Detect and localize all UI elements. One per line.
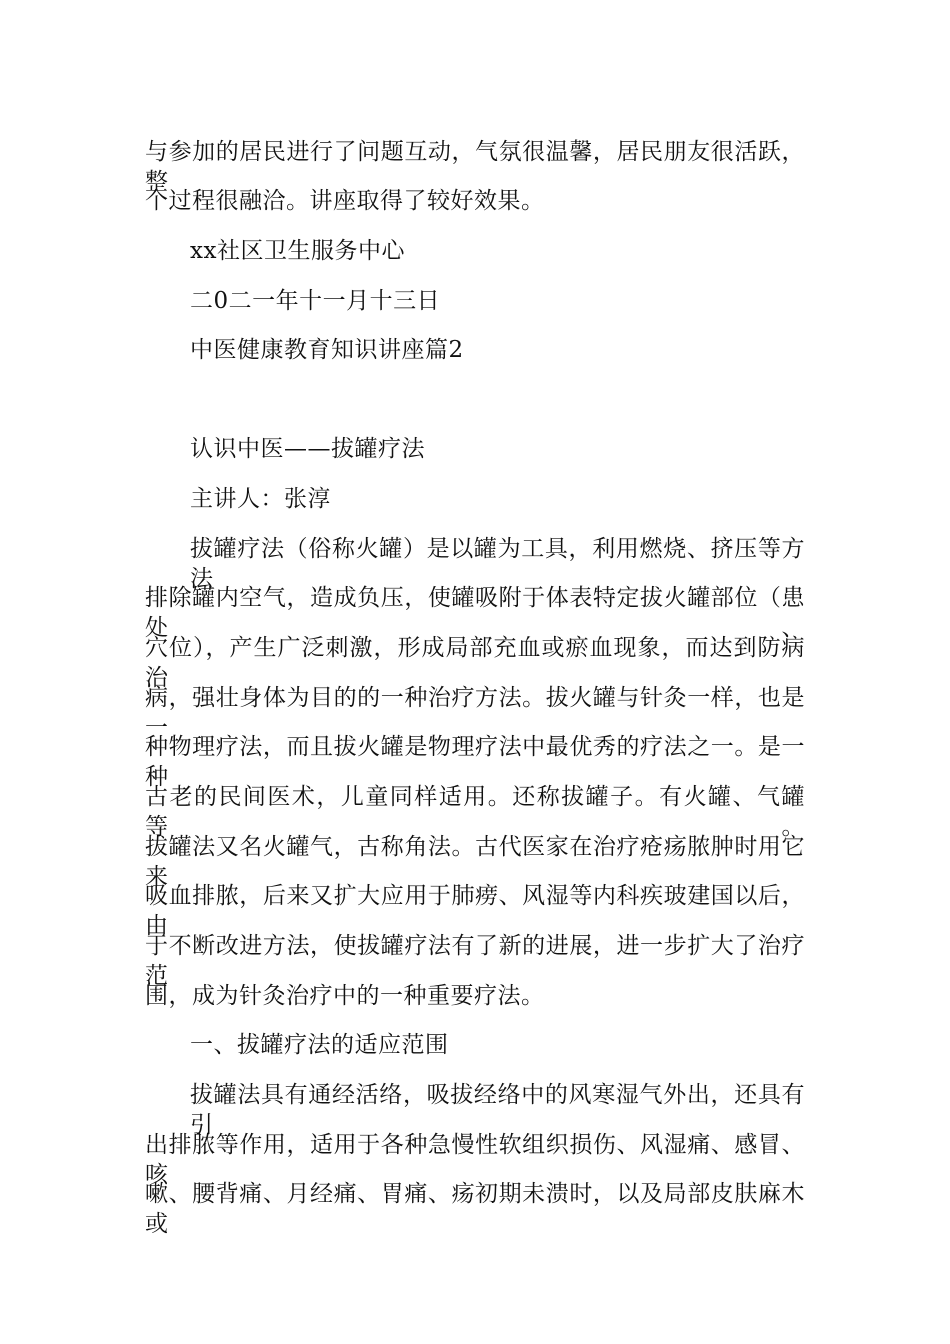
lecture-title: 认识中医——拔罐疗法: [190, 436, 425, 462]
body-text-line: 与参加的居民进行了问题互动，气氛很温馨，居民朋友很活跃，整: [145, 139, 805, 195]
body-text-line: 排除罐内空气，造成负压，使罐吸附于体表特定拔火罐部位（患处、: [145, 585, 805, 641]
body-text-line: 于不断改进方法，使拔罐疗法有了新的进展，进一步扩大了治疗范: [145, 933, 805, 989]
subsection-heading: 一、拔罐疗法的适应范围: [190, 1032, 449, 1058]
body-text-line: 种物理疗法，而且拔火罐是物理疗法中最优秀的疗法之一。是一种: [145, 734, 805, 790]
organization-signature: xx社区卫生服务中心: [190, 238, 405, 264]
body-text-line: 围，成为针灸治疗中的一种重要疗法。: [145, 983, 545, 1009]
body-text-line: 出排脓等作用，适用于各种急慢性软组织损伤、风湿痛、感冒、咳: [145, 1132, 805, 1188]
lecturer: 主讲人：张淳: [190, 486, 331, 512]
body-text-line: 拔罐疗法（俗称火罐）是以罐为工具，利用燃烧、挤压等方法: [190, 536, 805, 592]
body-text-line: 吸血排脓，后来又扩大应用于肺痨、风湿等内科疾玻建国以后，由: [145, 883, 805, 939]
body-text-line: 拔罐法又名火罐气，古称角法。古代医家在治疗疮疡脓肿时用它来: [145, 834, 805, 890]
body-text-line: 病，强壮身体为目的的一种治疗方法。拔火罐与针灸一样，也是一: [145, 685, 805, 741]
body-text-line: 嗽、腰背痛、月经痛、胃痛、疡初期未溃时，以及局部皮肤麻木或: [145, 1181, 805, 1237]
body-text-line: 古老的民间医术，儿童同样适用。还称拔罐子。有火罐、气罐等。: [145, 784, 805, 840]
body-text-line: 个过程很融洽。讲座取得了较好效果。: [145, 188, 545, 214]
body-text-line: 拔罐法具有通经活络，吸拔经络中的风寒湿气外出，还具有引: [190, 1082, 805, 1138]
signature-date: 二0二一年十一月十三日: [190, 288, 441, 314]
section-title: 中医健康教育知识讲座篇2: [190, 337, 464, 363]
body-text-line: 穴位），产生广泛刺激，形成局部充血或瘀血现象，而达到防病治: [145, 635, 805, 691]
